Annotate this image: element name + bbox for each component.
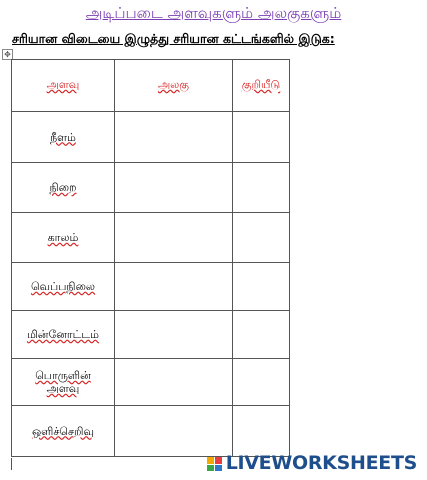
symbol-drop-cell[interactable]: [233, 163, 290, 213]
header-symbol: குறியீடு: [233, 60, 290, 112]
table-row: [12, 311, 290, 359]
quantity-label: பொருளின் அளவு: [12, 359, 115, 406]
brand-name: LIVEWORKSHEETS: [225, 452, 417, 474]
table-row: [12, 359, 290, 406]
symbol-drop-cell[interactable]: [233, 406, 290, 457]
quantity-label: நிறை: [12, 163, 115, 213]
table-row: [12, 263, 290, 311]
unit-drop-cell[interactable]: [115, 112, 233, 163]
unit-drop-cell[interactable]: [115, 163, 233, 213]
symbol-drop-cell[interactable]: [233, 359, 290, 406]
worksheet-title: அடிப்படை அளவுகளும் அலகுகளும்: [85, 4, 342, 22]
symbol-drop-cell[interactable]: [233, 263, 290, 311]
unit-drop-cell[interactable]: [115, 359, 233, 406]
answer-table: [11, 59, 290, 457]
worksheet-instruction: சரியான விடையை இழுத்து சரியான கட்டங்களில் இடுக:: [12, 31, 335, 46]
header-unit: அலகு: [115, 60, 233, 112]
table-continuation-line: [11, 458, 12, 470]
table-row: [12, 112, 290, 163]
table-row: [12, 163, 290, 213]
unit-drop-cell[interactable]: [115, 213, 233, 263]
table-row: [12, 406, 290, 457]
symbol-drop-cell[interactable]: [233, 112, 290, 163]
unit-drop-cell[interactable]: [115, 311, 233, 359]
header-quantity: அளவு: [12, 60, 115, 112]
quantity-label: காலம்: [12, 213, 115, 263]
quantity-label: ஒளிச்செறிவு: [12, 406, 115, 457]
move-icon[interactable]: ✥: [2, 49, 13, 60]
symbol-drop-cell[interactable]: [233, 213, 290, 263]
quantity-label: நீளம்: [12, 112, 115, 163]
table-row: [12, 213, 290, 263]
unit-drop-cell[interactable]: [115, 263, 233, 311]
table-header-row: [12, 60, 290, 112]
liveworksheets-logo-icon: [206, 454, 224, 472]
symbol-drop-cell[interactable]: [233, 311, 290, 359]
quantity-label: வெப்பநிலை: [12, 263, 115, 311]
unit-drop-cell[interactable]: [115, 406, 233, 457]
liveworksheets-brand[interactable]: [206, 452, 417, 474]
quantity-label: மின்னோட்டம்: [12, 311, 115, 359]
